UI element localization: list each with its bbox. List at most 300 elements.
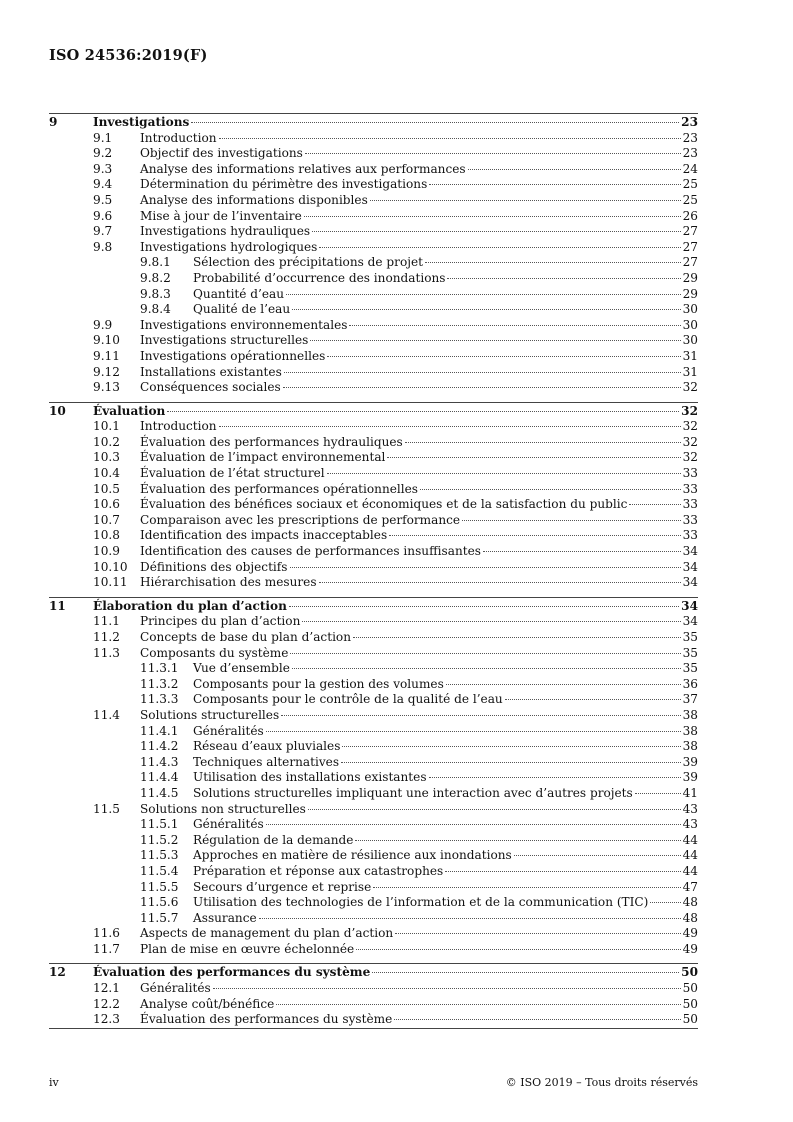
toc-entry-number: 10.2 — [93, 434, 120, 449]
toc-entry[interactable] — [49, 466, 698, 482]
toc-entry-number: 11 — [49, 598, 66, 613]
toc-entry-line — [193, 817, 698, 833]
toc-entry[interactable] — [49, 115, 698, 131]
toc-entry-page: 33 — [682, 466, 698, 481]
dot-leader — [286, 294, 681, 295]
toc-entry-line — [140, 560, 698, 576]
dot-leader — [213, 988, 681, 989]
toc-entry-title: Utilisation des installations existantes — [193, 770, 427, 785]
toc-section — [49, 113, 698, 396]
toc-entry-title: Évaluation des performances opérationnelles — [140, 481, 419, 496]
dot-leader — [468, 169, 681, 170]
dot-leader — [462, 520, 681, 521]
toc-entry[interactable] — [49, 224, 698, 240]
toc-entry-title: Évaluation des performances hydrauliques — [140, 434, 403, 449]
dot-leader — [429, 777, 681, 778]
toc-entry[interactable] — [49, 318, 698, 334]
toc-entry-title: Évaluation des performances du système — [140, 1012, 393, 1027]
dot-leader — [290, 567, 681, 568]
toc-entry-page: 35 — [682, 630, 698, 644]
toc-entry-line — [193, 677, 698, 693]
toc-entry-number: 11.5.6 — [140, 895, 179, 910]
toc-entry-number: 11.4.4 — [140, 770, 179, 785]
toc-entry-line — [193, 739, 698, 755]
toc-entry[interactable] — [49, 513, 698, 529]
toc-entry[interactable] — [49, 630, 698, 646]
toc-entry-line — [140, 365, 698, 381]
dot-leader — [308, 809, 681, 810]
toc-entry-line — [140, 981, 698, 997]
toc-entry-page: 44 — [682, 832, 698, 847]
toc-entry[interactable] — [49, 880, 698, 896]
toc-entry-line — [140, 544, 698, 560]
toc-entry-line — [140, 646, 698, 662]
toc-entry-page: 25 — [682, 192, 698, 207]
toc-entry-line — [140, 146, 698, 162]
dot-leader — [302, 621, 680, 622]
toc-entry-line — [93, 599, 698, 615]
toc-entry-line — [140, 450, 698, 466]
dot-leader — [276, 1004, 680, 1005]
toc-entry-page: 32 — [682, 450, 698, 465]
toc-entry-line — [140, 349, 698, 365]
dot-leader — [483, 551, 681, 552]
toc-entry-line — [140, 380, 698, 396]
toc-entry[interactable] — [49, 833, 698, 849]
toc-entry-number: 12.3 — [93, 1012, 120, 1027]
toc-entry-number: 9.8.1 — [140, 255, 171, 270]
toc-entry-number: 9.5 — [93, 192, 113, 207]
toc-entry-title: Investigations structurelles — [140, 333, 309, 348]
toc-entry[interactable] — [49, 209, 698, 225]
toc-entry-page: 43 — [682, 817, 698, 832]
toc-entry-number: 10.5 — [93, 481, 120, 496]
dot-leader — [305, 153, 681, 154]
toc-entry-page: 24 — [682, 161, 698, 176]
toc-entry-number: 10.6 — [93, 497, 120, 512]
table-of-contents — [49, 113, 698, 1029]
toc-entry-page: 43 — [682, 801, 698, 816]
toc-entry-title: Solutions non structurelles — [140, 801, 306, 816]
toc-entry[interactable] — [49, 739, 698, 755]
toc-entry[interactable] — [49, 965, 698, 981]
toc-entry-page: 38 — [682, 707, 698, 722]
toc-entry-page: 44 — [682, 863, 698, 878]
toc-entry[interactable] — [49, 193, 698, 209]
toc-entry-page: 32 — [681, 403, 698, 418]
toc-entry-line — [140, 482, 698, 498]
toc-entry-number: 9.13 — [93, 380, 120, 395]
toc-entry-line — [140, 419, 698, 435]
toc-entry[interactable] — [49, 677, 698, 693]
toc-entry-page: 27 — [682, 239, 698, 254]
toc-entry[interactable] — [49, 528, 698, 544]
toc-entry[interactable] — [49, 708, 698, 724]
toc-entry-page: 36 — [682, 676, 698, 691]
toc-entry-page: 47 — [682, 879, 698, 894]
toc-entry-line — [140, 318, 698, 334]
toc-entry-title: Évaluation de l’état structurel — [140, 466, 325, 481]
toc-entry[interactable] — [49, 131, 698, 147]
toc-entry[interactable] — [49, 755, 698, 771]
toc-entry-line — [193, 302, 698, 318]
toc-entry-title: Principes du plan d’action — [140, 614, 301, 629]
toc-entry[interactable] — [49, 981, 698, 997]
toc-entry[interactable] — [49, 692, 698, 708]
toc-entry-line — [193, 770, 698, 786]
toc-entry-page: 41 — [682, 785, 698, 800]
toc-entry[interactable] — [49, 560, 698, 576]
toc-entry-page: 26 — [682, 208, 698, 223]
toc-entry-page: 32 — [682, 419, 698, 434]
toc-entry-line — [193, 880, 698, 896]
toc-entry[interactable] — [49, 614, 698, 630]
toc-entry-page: 23 — [681, 115, 698, 129]
toc-entry-line — [140, 1012, 698, 1028]
toc-entry-title: Identification des causes de performances insuffisantes — [140, 544, 481, 559]
toc-entry-number: 9 — [49, 115, 58, 129]
toc-entry[interactable] — [49, 770, 698, 786]
toc-entry[interactable] — [49, 942, 698, 958]
toc-entry[interactable] — [49, 864, 698, 880]
toc-entry-title: Analyse des informations disponibles — [140, 192, 368, 207]
toc-entry-line — [140, 240, 698, 256]
toc-entry[interactable] — [49, 404, 698, 420]
toc-entry[interactable] — [49, 848, 698, 864]
toc-entry-number: 12.2 — [93, 996, 120, 1011]
toc-entry-line — [140, 333, 698, 349]
toc-entry[interactable] — [49, 240, 698, 256]
toc-entry-page: 29 — [682, 286, 698, 301]
dot-leader — [167, 411, 679, 412]
toc-entry-number: 11.5.3 — [140, 848, 179, 863]
toc-entry[interactable] — [49, 802, 698, 818]
toc-entry-title: Composants du système — [140, 645, 289, 660]
toc-entry-page: 27 — [682, 224, 698, 239]
toc-entry-line — [140, 466, 698, 482]
toc-entry-line — [193, 911, 698, 927]
toc-entry-number: 9.9 — [93, 317, 113, 332]
dot-leader — [447, 278, 680, 279]
dot-leader — [319, 247, 680, 248]
toc-entry-page: 50 — [682, 996, 698, 1011]
toc-entry[interactable] — [49, 271, 698, 287]
dot-leader — [395, 933, 680, 934]
toc-entry-number: 11.7 — [93, 941, 120, 956]
toc-entry[interactable] — [49, 786, 698, 802]
toc-entry-title: Définitions des objectifs — [140, 559, 288, 574]
toc-entry[interactable] — [49, 482, 698, 498]
toc-entry-page: 33 — [682, 528, 698, 543]
toc-entry-number: 9.11 — [93, 348, 120, 363]
toc-entry-title: Investigations hydrologiques — [140, 239, 318, 254]
toc-entry-line — [140, 802, 698, 818]
toc-entry-line — [140, 193, 698, 209]
toc-entry-title: Régulation de la demande — [193, 832, 354, 847]
dot-leader — [312, 231, 681, 232]
toc-entry-number: 10.4 — [93, 466, 120, 481]
toc-entry-page: 49 — [682, 926, 698, 941]
toc-entry-page: 32 — [682, 380, 698, 395]
toc-entry-number: 11.3.2 — [140, 676, 179, 691]
toc-entry[interactable] — [49, 1012, 698, 1028]
dot-leader — [373, 887, 680, 888]
dot-leader — [394, 1019, 680, 1020]
toc-entry[interactable] — [49, 302, 698, 318]
toc-entry-number: 11.3 — [93, 645, 120, 660]
toc-entry-line — [140, 997, 698, 1013]
toc-entry[interactable] — [49, 162, 698, 178]
toc-entry-page: 39 — [682, 754, 698, 769]
toc-entry-title: Utilisation des technologies de l’information et de la communication (TIC) — [193, 895, 649, 910]
toc-entry-number: 11.5.1 — [140, 817, 179, 832]
toc-entry-page: 33 — [682, 481, 698, 496]
toc-entry-line — [193, 864, 698, 880]
toc-entry-number: 11.5.4 — [140, 863, 179, 878]
toc-entry[interactable] — [49, 333, 698, 349]
dot-leader — [191, 122, 679, 123]
toc-entry-line — [193, 271, 698, 287]
toc-entry-line — [140, 224, 698, 240]
toc-entry-title: Investigations opérationnelles — [140, 348, 326, 363]
toc-entry-title: Objectif des investigations — [140, 146, 303, 161]
toc-entry-page: 50 — [681, 965, 698, 980]
toc-entry-page: 34 — [681, 598, 698, 613]
toc-entry[interactable] — [49, 817, 698, 833]
toc-entry-line — [193, 848, 698, 864]
toc-entry[interactable] — [49, 895, 698, 911]
toc-entry[interactable] — [49, 646, 698, 662]
toc-entry[interactable] — [49, 724, 698, 740]
toc-entry-line — [193, 287, 698, 303]
dot-leader — [219, 138, 681, 139]
toc-entry-page: 35 — [682, 645, 698, 660]
toc-entry-line — [193, 724, 698, 740]
dot-leader — [304, 216, 681, 217]
toc-entry-number: 11.6 — [93, 926, 120, 941]
toc-entry[interactable] — [49, 365, 698, 381]
toc-entry[interactable] — [49, 926, 698, 942]
toc-entry[interactable] — [49, 661, 698, 677]
toc-entry-number: 10.3 — [93, 450, 120, 465]
toc-entry-number: 9.4 — [93, 177, 113, 192]
toc-entry-title: Généralités — [140, 981, 211, 996]
toc-entry-title: Préparation et réponse aux catastrophes — [193, 863, 444, 878]
toc-entry-title: Approches en matière de résilience aux inondations — [193, 848, 512, 863]
toc-entry-title: Investigations — [93, 115, 190, 129]
dot-leader — [355, 840, 680, 841]
dot-leader — [405, 442, 681, 443]
toc-entry[interactable] — [49, 349, 698, 365]
toc-entry-page: 32 — [682, 434, 698, 449]
toc-entry-page: 48 — [682, 895, 698, 910]
dot-leader — [290, 653, 680, 654]
toc-entry-page: 34 — [682, 559, 698, 574]
toc-entry-title: Réseau d’eaux pluviales — [193, 739, 341, 754]
toc-entry-page: 50 — [682, 1012, 698, 1027]
toc-entry-line — [140, 926, 698, 942]
toc-entry-title: Analyse coût/bénéfice — [140, 996, 275, 1011]
toc-entry[interactable] — [49, 380, 698, 396]
dot-leader — [629, 504, 680, 505]
toc-entry-line — [193, 786, 698, 802]
toc-entry-title: Composants pour le contrôle de la qualité de l’eau — [193, 692, 503, 707]
dot-leader — [514, 855, 681, 856]
toc-entry-page: 38 — [682, 739, 698, 754]
dot-leader — [425, 262, 681, 263]
toc-entry-number: 10.9 — [93, 544, 120, 559]
toc-entry-line — [140, 162, 698, 178]
dot-leader — [635, 793, 681, 794]
toc-entry-line — [193, 895, 698, 911]
toc-entry[interactable] — [49, 911, 698, 927]
toc-entry-number: 9.3 — [93, 161, 113, 176]
toc-entry[interactable] — [49, 544, 698, 560]
toc-entry-title: Solutions structurelles — [140, 707, 280, 722]
dot-leader — [353, 637, 681, 638]
toc-entry-page: 38 — [682, 723, 698, 738]
toc-entry-number: 11.3.3 — [140, 692, 179, 707]
copyright-notice: © ISO 2019 – Tous droits réservés — [505, 1076, 698, 1089]
toc-entry-line — [140, 528, 698, 544]
toc-entry-line — [140, 131, 698, 147]
toc-entry[interactable] — [49, 287, 698, 303]
toc-entry-title: Évaluation des bénéfices sociaux et économiques et de la satisfaction du public — [140, 497, 628, 512]
toc-entry[interactable] — [49, 997, 698, 1013]
dot-leader — [446, 684, 681, 685]
toc-entry-title: Évaluation des performances du système — [93, 965, 371, 980]
dot-leader — [327, 473, 681, 474]
dot-leader — [281, 715, 680, 716]
toc-entry-title: Généralités — [193, 723, 264, 738]
toc-entry-number: 10.10 — [93, 559, 128, 574]
toc-entry-page: 48 — [682, 910, 698, 925]
toc-entry-title: Élaboration du plan d’action — [93, 598, 287, 613]
toc-entry[interactable] — [49, 255, 698, 271]
dot-leader — [372, 972, 679, 973]
toc-entry-page: 39 — [682, 770, 698, 785]
toc-entry-page: 30 — [682, 302, 698, 317]
toc-entry-line — [93, 404, 698, 420]
toc-entry-number: 11.2 — [93, 630, 120, 644]
toc-entry-title: Probabilité d’occurrence des inondations — [193, 270, 446, 285]
toc-entry-line — [140, 177, 698, 193]
toc-entry-line — [140, 435, 698, 451]
toc-entry-title: Identification des impacts inacceptables — [140, 528, 388, 543]
toc-entry[interactable] — [49, 419, 698, 435]
toc-entry-line — [140, 575, 698, 591]
toc-entry-title: Analyse des informations relatives aux performances — [140, 161, 466, 176]
toc-entry-line — [193, 255, 698, 271]
toc-entry[interactable] — [49, 146, 698, 162]
toc-entry[interactable] — [49, 575, 698, 591]
dot-leader — [650, 902, 680, 903]
toc-entry-title: Plan de mise en œuvre échelonnée — [140, 941, 355, 956]
dot-leader — [259, 918, 681, 919]
toc-entry-line — [93, 965, 698, 981]
toc-entry-number: 10.11 — [93, 575, 128, 590]
toc-entry-number: 10.1 — [93, 419, 120, 434]
toc-entry-page: 37 — [682, 692, 698, 707]
toc-entry[interactable] — [49, 599, 698, 615]
toc-entry-page: 25 — [682, 177, 698, 192]
toc-entry-page: 34 — [682, 614, 698, 629]
page-number: iv — [49, 1076, 59, 1089]
toc-entry-line — [193, 692, 698, 708]
toc-entry-page: 33 — [682, 512, 698, 527]
toc-entry-number: 9.8.3 — [140, 286, 171, 301]
toc-entry-number: 11.1 — [93, 614, 120, 629]
dot-leader — [349, 325, 680, 326]
dot-leader — [389, 535, 680, 536]
toc-entry-line — [193, 661, 698, 677]
toc-entry-number: 9.6 — [93, 208, 113, 223]
toc-entry-number: 11.5.2 — [140, 832, 179, 847]
toc-entry[interactable] — [49, 450, 698, 466]
dot-leader — [266, 731, 681, 732]
dot-leader — [370, 200, 681, 201]
dot-leader — [341, 762, 681, 763]
dot-leader — [429, 184, 680, 185]
toc-entry-page: 44 — [682, 848, 698, 863]
toc-entry-title: Évaluation de l’impact environnemental — [140, 450, 386, 465]
toc-entry-number: 11.4 — [93, 707, 120, 722]
toc-entry-title: Assurance — [193, 910, 257, 925]
toc-entry-page: 31 — [682, 348, 698, 363]
toc-entry-line — [140, 942, 698, 958]
toc-entry-number: 12.1 — [93, 981, 120, 996]
toc-entry-number: 10 — [49, 403, 66, 418]
toc-entry-title: Introduction — [140, 130, 217, 145]
toc-entry-title: Solutions structurelles impliquant une interaction avec d’autres projets — [193, 785, 633, 800]
toc-entry-line — [140, 630, 698, 646]
toc-entry-title: Installations existantes — [140, 364, 282, 379]
document-id-header: ISO 24536:2019(F) — [49, 47, 208, 64]
toc-section — [49, 402, 698, 591]
dot-leader — [342, 746, 680, 747]
toc-entry-line — [140, 513, 698, 529]
toc-entry-number: 10.8 — [93, 528, 120, 543]
toc-entry[interactable] — [49, 177, 698, 193]
toc-entry-number: 9.8.2 — [140, 270, 171, 285]
toc-entry-title: Composants pour la gestion des volumes — [193, 676, 444, 691]
toc-entry-title: Investigations environnementales — [140, 317, 348, 332]
toc-entry-title: Introduction — [140, 419, 217, 434]
toc-entry-page: 33 — [682, 497, 698, 512]
dot-leader — [319, 582, 681, 583]
dot-leader — [292, 309, 680, 310]
toc-entry[interactable] — [49, 435, 698, 451]
toc-entry-number: 11.3.1 — [140, 661, 179, 676]
toc-entry-number: 12 — [49, 965, 66, 980]
toc-entry-title: Conséquences sociales — [140, 380, 281, 395]
dot-leader — [289, 606, 679, 607]
toc-entry-number: 9.8 — [93, 239, 113, 254]
toc-entry-title: Quantité d’eau — [193, 286, 285, 301]
toc-entry-page: 50 — [682, 981, 698, 996]
toc-entry-page: 29 — [682, 270, 698, 285]
toc-entry[interactable] — [49, 497, 698, 513]
toc-entry-line — [193, 833, 698, 849]
toc-entry-page: 35 — [682, 661, 698, 676]
toc-entry-number: 11.4.2 — [140, 739, 179, 754]
toc-entry-page: 49 — [682, 941, 698, 956]
toc-entry-number: 9.2 — [93, 146, 113, 161]
dot-leader — [283, 387, 681, 388]
toc-entry-number: 9.1 — [93, 130, 113, 145]
toc-entry-title: Sélection des précipitations de projet — [193, 255, 423, 270]
toc-entry-line — [93, 115, 698, 131]
